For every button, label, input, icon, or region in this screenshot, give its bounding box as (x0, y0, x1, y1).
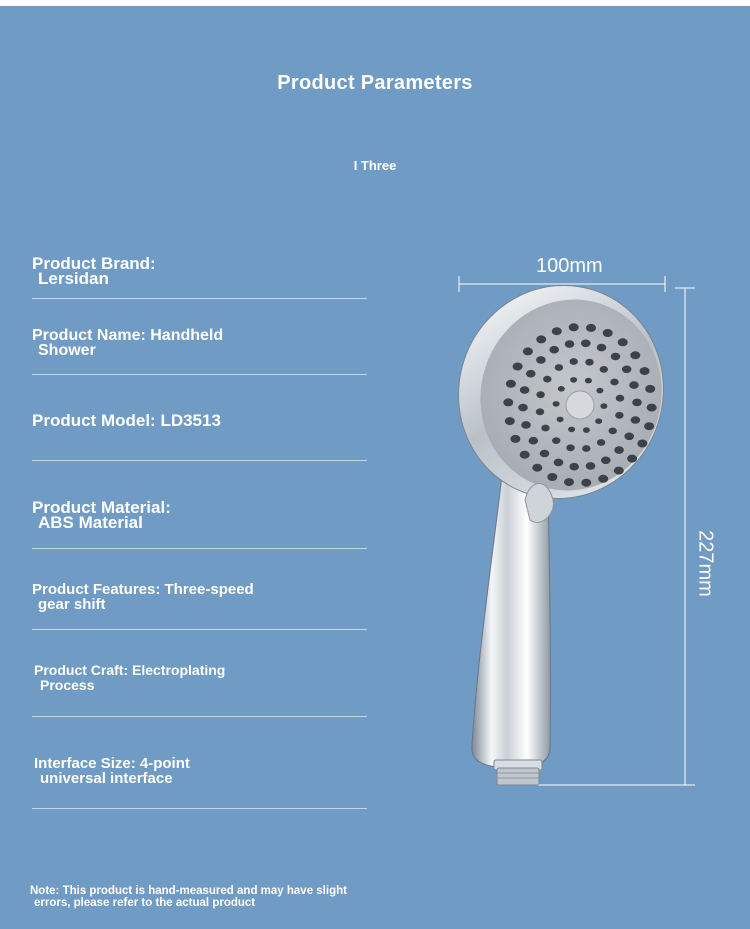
nozzle (616, 395, 624, 402)
nozzle (585, 359, 593, 366)
nozzle (629, 381, 639, 389)
nozzle (581, 479, 591, 487)
nozzle (554, 459, 564, 467)
nozzle (598, 475, 608, 483)
nozzle (510, 435, 520, 443)
note-line1: Note: This product is hand-measured and may have slight (30, 885, 347, 897)
nozzle (547, 473, 557, 481)
nozzle (564, 478, 574, 486)
nozzle (566, 444, 574, 451)
nozzle (569, 463, 579, 471)
nozzle (632, 399, 642, 407)
nozzle (614, 446, 624, 454)
nozzle (647, 404, 657, 412)
nozzle (536, 356, 546, 364)
nozzle (520, 451, 530, 459)
nozzle (627, 455, 637, 463)
param-interface-line2: universal interface (40, 770, 173, 787)
nozzle (520, 386, 530, 394)
nozzle (532, 464, 542, 472)
param-name-line1: Product Name: Handheld (32, 327, 224, 344)
nozzle (555, 364, 563, 371)
nozzle (541, 425, 549, 432)
nozzle (597, 344, 607, 352)
nozzle (513, 363, 523, 371)
param-features-line1: Product Features: Three-speed (32, 581, 254, 598)
nozzle (600, 403, 607, 409)
nozzle (595, 418, 602, 424)
width-label: 100mm (536, 255, 603, 277)
param-material-line2: ABS Material (38, 513, 143, 532)
nozzle (586, 462, 596, 470)
nozzle (610, 379, 618, 386)
nozzle (521, 421, 531, 429)
nozzle (540, 450, 550, 458)
nozzle (603, 329, 613, 337)
param-brand-line2: Lersidan (38, 269, 109, 288)
param-brand-line1: Product Brand: (32, 254, 156, 273)
nozzle (615, 412, 623, 419)
nozzle (526, 370, 536, 378)
nozzle (583, 427, 590, 433)
nozzle (552, 437, 560, 444)
nozzle (596, 388, 603, 394)
nozzle (505, 417, 515, 425)
nozzle (552, 327, 562, 335)
nozzle (529, 437, 539, 445)
nozzle (611, 353, 621, 361)
nozzle (622, 366, 632, 374)
param-name-line2: Shower (38, 342, 96, 359)
nozzle (558, 386, 565, 392)
nozzle (553, 401, 560, 407)
nozzle (585, 378, 592, 384)
nozzle (565, 340, 575, 348)
nozzle (581, 340, 591, 348)
nozzle (614, 467, 624, 475)
nozzle (582, 445, 590, 452)
nozzle (637, 440, 647, 448)
nozzle (609, 428, 617, 435)
nozzle (586, 324, 596, 332)
param-craft-line2: Process (40, 677, 95, 693)
nozzle (503, 398, 513, 406)
nozzle (536, 408, 544, 415)
nozzle (644, 422, 654, 430)
nozzle (536, 335, 546, 343)
nozzle (568, 427, 575, 433)
nozzle (601, 457, 611, 465)
nozzle (506, 380, 516, 388)
page-subtitle: I Three (353, 158, 397, 173)
nozzle (518, 404, 528, 412)
nozzle (640, 367, 650, 375)
nozzle (631, 416, 641, 424)
nozzle (618, 338, 628, 346)
nozzle (570, 377, 577, 383)
height-label: 227mm (694, 530, 717, 597)
nozzle (543, 376, 551, 383)
param-features-line2: gear shift (38, 596, 106, 613)
nozzle (600, 366, 608, 373)
nozzle (570, 358, 578, 365)
note-line2: errors, please refer to the actual product (34, 897, 256, 909)
nozzle (624, 433, 634, 441)
param-model-line1: Product Model: LD3513 (32, 411, 221, 430)
nozzle (569, 323, 579, 331)
nozzle (536, 391, 544, 398)
param-craft-line1: Product Craft: Electroplating (34, 662, 226, 678)
nozzle (523, 347, 533, 355)
param-interface-line1: Interface Size: 4-point (34, 755, 190, 772)
nozzle (557, 417, 564, 423)
nozzle (630, 351, 640, 359)
param-material-line1: Product Material: (32, 498, 171, 517)
nozzle (549, 346, 559, 354)
nozzle (645, 385, 655, 393)
page-title: Product Parameters (277, 72, 473, 94)
nozzle (597, 439, 605, 446)
